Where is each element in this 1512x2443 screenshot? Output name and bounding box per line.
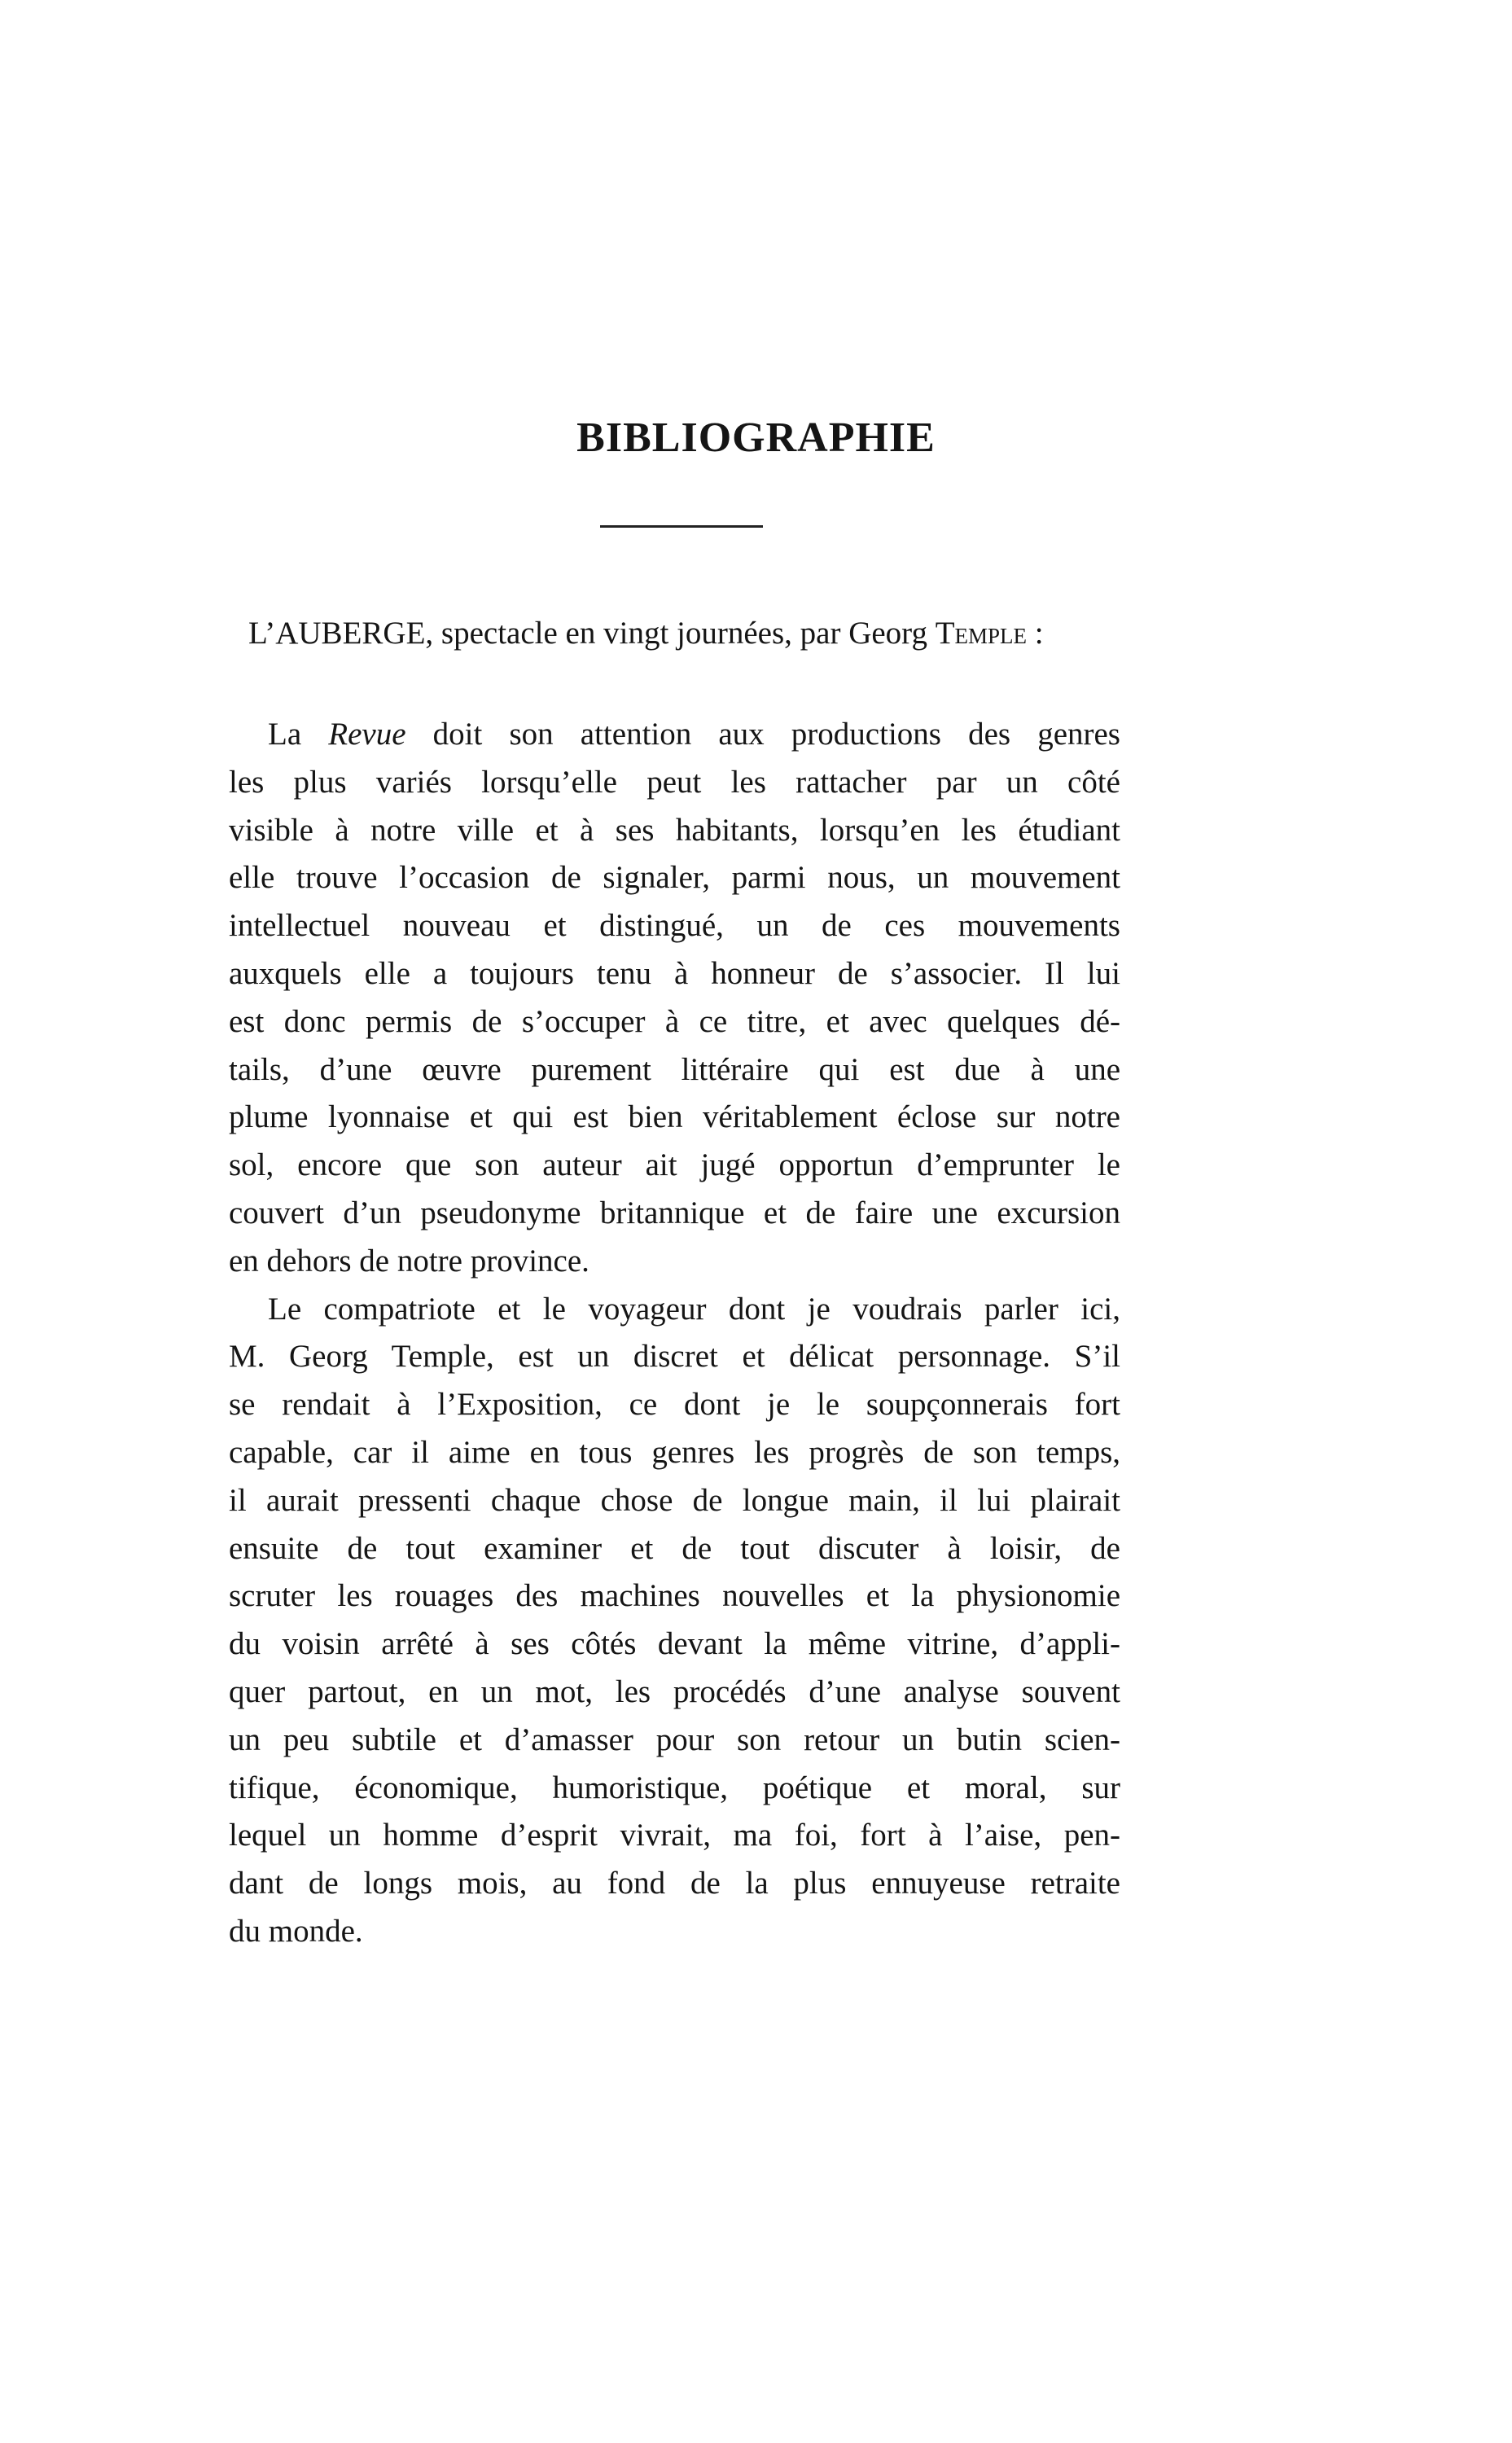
text-line: visible à notre ville et à ses habitants, lorsqu’en les étudiant (229, 812, 1120, 848)
text-line: elle trouve l’occasion de signaler, parmi nous, un mouvement (229, 860, 1120, 896)
text-line: ensuite de tout examiner et de tout discuter à loisir, de (229, 1530, 1120, 1566)
text-line: dant de longs mois, au fond de la plus ennuyeuse retraite (229, 1866, 1120, 1901)
book-heading (248, 612, 1307, 655)
book-author-surname: Temple (935, 616, 1028, 651)
text-line: scruter les rouages des machines nouvelles et la physionomie (229, 1578, 1120, 1614)
text-line: Le compatriote et le voyageur dont je voudrais parler ici, (268, 1291, 1120, 1327)
text-line: plume lyonnaise et qui est bien véritablement éclose sur notre (229, 1099, 1120, 1135)
text-line: couvert d’un pseudonyme britannique et de faire une excursion (229, 1195, 1120, 1230)
text-line: M. Georg Temple, est un discret et délicat personnage. S’il (229, 1339, 1120, 1375)
page-title: BIBLIOGRAPHIE (576, 414, 936, 461)
text-line: il aurait pressenti chaque chose de longue main, il lui plairait (229, 1482, 1120, 1518)
text-line: tifique, économique, humoristique, poétique et moral, sur (229, 1770, 1120, 1805)
revue-italic: Revue (328, 717, 406, 752)
text-line: intellectuel nouveau et distingué, un de ces mouvements (229, 908, 1120, 944)
text-line: La Revue doit son attention aux productions des genres (268, 717, 1120, 752)
text-line: auxquels elle a toujours tenu à honneur de s’associer. Il lui (229, 955, 1120, 991)
text-line: est donc permis de s’occuper à ce titre, et avec quelques dé- (229, 1003, 1120, 1039)
body-text (229, 711, 1120, 1956)
text-line: un peu subtile et d’amasser pour son retour un butin scien- (229, 1722, 1120, 1757)
text-line: tails, d’une œuvre purement littéraire qui est due à une (229, 1051, 1120, 1087)
text-line: les plus variés lorsqu’elle peut les rattacher par un côté (229, 764, 1120, 800)
text-line: se rendait à l’Exposition, ce dont je le soupçonnerais fort (229, 1387, 1120, 1423)
text-line: en dehors de notre province. (229, 1243, 589, 1279)
text-line: lequel un homme d’esprit vivrait, ma foi, fort à l’aise, pen- (229, 1818, 1120, 1853)
text-line: sol, encore que son auteur ait jugé opportun d’emprunter le (229, 1147, 1120, 1183)
text-line: capable, car il aime en tous genres les progrès de son temps, (229, 1434, 1120, 1470)
book-heading-suffix: : (1027, 616, 1044, 651)
paragraph-2 (229, 1286, 1120, 1956)
text-line: quer partout, en un mot, les procédés d’une analyse souvent (229, 1673, 1120, 1709)
title-divider (600, 525, 763, 528)
book-title: L’AUBERGE, spectacle en vingt journées, par Georg (248, 616, 936, 651)
text-line: du monde. (229, 1913, 363, 1949)
paragraph-1 (229, 711, 1120, 1286)
text-line: du voisin arrêté à ses côtés devant la même vitrine, d’appli- (229, 1626, 1120, 1662)
